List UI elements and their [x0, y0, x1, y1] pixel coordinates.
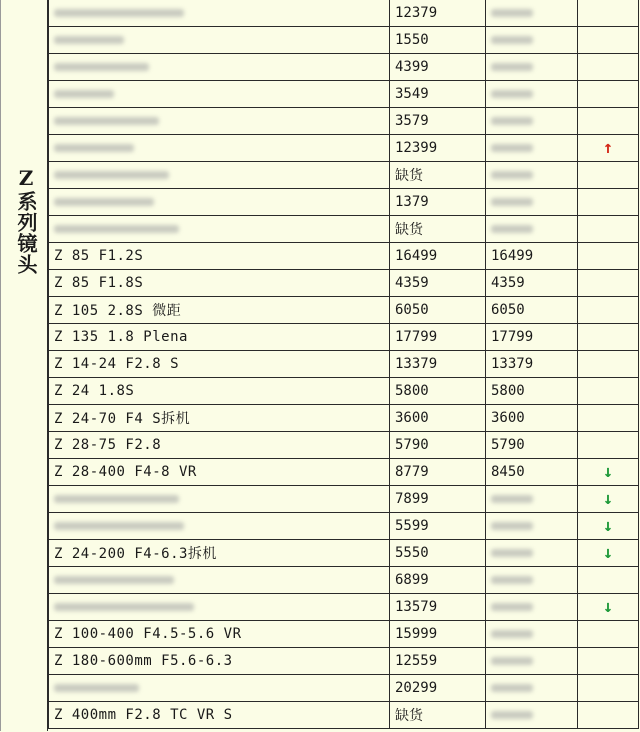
lens-model-cell [49, 135, 390, 162]
lens-model-cell [49, 459, 390, 486]
lens-model-cell [49, 621, 390, 648]
trend-cell [578, 162, 639, 189]
price-cell: 12399 [390, 135, 486, 162]
price2-cell [486, 189, 578, 216]
lens-model-cell [49, 54, 390, 81]
price-cell: 15999 [390, 621, 486, 648]
trend-cell [578, 270, 639, 297]
trend-cell [578, 81, 639, 108]
price-cell: 缺货 [390, 216, 486, 243]
redacted-text [54, 198, 154, 206]
table-row [49, 324, 639, 351]
redacted-text [491, 90, 533, 98]
price-cell: 13579 [390, 594, 486, 621]
trend-cell [578, 351, 639, 378]
category-label: Z系列镜头 [14, 166, 38, 275]
lens-model-cell [49, 432, 390, 459]
table-row [49, 513, 639, 540]
redacted-text [54, 495, 179, 503]
trend-cell [578, 405, 639, 432]
redacted-text [491, 63, 533, 71]
price2-cell: 13379 [486, 351, 578, 378]
table-row [49, 378, 639, 405]
price2-cell [486, 81, 578, 108]
price2-cell [486, 135, 578, 162]
lens-model: Z 24 1.8S [54, 383, 135, 399]
lens-model-cell [49, 540, 390, 567]
trend-cell [578, 567, 639, 594]
lens-model-cell [49, 162, 390, 189]
lens-model: Z 400mm F2.8 TC VR S [54, 707, 233, 723]
trend-cell [578, 702, 639, 729]
redacted-text [491, 117, 533, 125]
redacted-text [54, 9, 184, 17]
table-row [49, 270, 639, 297]
price2-cell [486, 567, 578, 594]
table-row [49, 432, 639, 459]
lens-model-cell [49, 648, 390, 675]
lens-model-cell [49, 702, 390, 729]
trend-cell [578, 135, 639, 162]
category-cell [0, 0, 48, 731]
redacted-text [54, 36, 124, 44]
trend-cell [578, 108, 639, 135]
redacted-text [54, 90, 114, 98]
arrow-down-icon: ↓ [602, 516, 614, 536]
arrow-down-icon: ↓ [602, 597, 614, 617]
redacted-text [54, 522, 184, 530]
price-cell: 1550 [390, 27, 486, 54]
arrow-up-icon: ↑ [602, 138, 614, 158]
redacted-text [491, 36, 533, 44]
table-row [49, 648, 639, 675]
lens-model: Z 28-400 F4-8 VR [54, 464, 197, 480]
trend-cell [578, 432, 639, 459]
price-cell: 4399 [390, 54, 486, 81]
price2-cell: 5790 [486, 432, 578, 459]
redacted-text [491, 549, 533, 557]
price2-cell [486, 594, 578, 621]
trend-cell [578, 540, 639, 567]
price-table [48, 0, 639, 729]
lens-model-cell [49, 405, 390, 432]
redacted-text [54, 63, 149, 71]
price2-cell [486, 513, 578, 540]
redacted-text [54, 603, 194, 611]
redacted-text [491, 603, 533, 611]
price2-cell: 3600 [486, 405, 578, 432]
redacted-text [491, 684, 533, 692]
arrow-down-icon: ↓ [602, 543, 614, 563]
table-row [49, 351, 639, 378]
price2-cell: 8450 [486, 459, 578, 486]
trend-cell [578, 486, 639, 513]
lens-model: Z 105 2.8S 微距 [54, 303, 182, 319]
price2-cell [486, 0, 578, 27]
price-cell: 缺货 [390, 702, 486, 729]
table-row [49, 621, 639, 648]
table-row [49, 567, 639, 594]
lens-model-cell [49, 513, 390, 540]
price-cell: 5550 [390, 540, 486, 567]
trend-cell [578, 378, 639, 405]
price2-cell: 17799 [486, 324, 578, 351]
redacted-text [491, 171, 533, 179]
price-cell: 8779 [390, 459, 486, 486]
trend-cell [578, 54, 639, 81]
price2-cell: 4359 [486, 270, 578, 297]
lens-model-cell [49, 189, 390, 216]
redacted-text [491, 198, 533, 206]
table-row [49, 27, 639, 54]
price2-cell: 6050 [486, 297, 578, 324]
lens-model-cell [49, 27, 390, 54]
table-row [49, 297, 639, 324]
trend-cell [578, 216, 639, 243]
lens-model: Z 14-24 F2.8 S [54, 356, 180, 372]
table-row [49, 675, 639, 702]
lens-model: Z 24-70 F4 S拆机 [54, 411, 191, 427]
price2-cell: 5800 [486, 378, 578, 405]
lens-model-cell [49, 351, 390, 378]
trend-cell [578, 0, 639, 27]
redacted-text [54, 225, 179, 233]
price2-cell [486, 486, 578, 513]
table-row [49, 243, 639, 270]
table-row [49, 189, 639, 216]
price-cell: 缺货 [390, 162, 486, 189]
trend-cell [578, 243, 639, 270]
lens-model-cell [49, 0, 390, 27]
price-cell: 7899 [390, 486, 486, 513]
lens-model-cell [49, 486, 390, 513]
table-row [49, 540, 639, 567]
table-row [49, 216, 639, 243]
table-row [49, 405, 639, 432]
price-cell: 17799 [390, 324, 486, 351]
arrow-down-icon: ↓ [602, 462, 614, 482]
trend-cell [578, 648, 639, 675]
price-cell: 3600 [390, 405, 486, 432]
redacted-text [54, 117, 159, 125]
lens-model: Z 85 F1.8S [54, 275, 144, 291]
price-cell: 5599 [390, 513, 486, 540]
trend-cell [578, 189, 639, 216]
lens-model-cell [49, 297, 390, 324]
price2-cell [486, 648, 578, 675]
redacted-text [54, 144, 134, 152]
trend-cell [578, 297, 639, 324]
price-cell: 12379 [390, 0, 486, 27]
redacted-text [491, 576, 533, 584]
price-cell: 12559 [390, 648, 486, 675]
redacted-text [491, 657, 533, 665]
price-cell: 5800 [390, 378, 486, 405]
arrow-down-icon: ↓ [602, 489, 614, 509]
table-row [49, 108, 639, 135]
table-row [49, 594, 639, 621]
redacted-text [491, 225, 533, 233]
table-row [49, 54, 639, 81]
table-bottom-border [48, 728, 638, 732]
lens-model: Z 24-200 F4-6.3拆机 [54, 546, 217, 562]
table-row [49, 486, 639, 513]
table-row [49, 81, 639, 108]
lens-model-cell [49, 270, 390, 297]
redacted-text [491, 495, 533, 503]
table-row [49, 702, 639, 729]
trend-cell [578, 324, 639, 351]
price2-cell [486, 54, 578, 81]
lens-model-cell [49, 216, 390, 243]
trend-cell [578, 27, 639, 54]
trend-cell [578, 621, 639, 648]
table-row [49, 459, 639, 486]
price-cell: 3549 [390, 81, 486, 108]
trend-cell [578, 459, 639, 486]
lens-model: Z 135 1.8 Plena [54, 329, 188, 345]
redacted-text [491, 711, 533, 719]
lens-model-cell [49, 594, 390, 621]
price-cell: 4359 [390, 270, 486, 297]
price2-cell [486, 162, 578, 189]
lens-model: Z 180-600mm F5.6-6.3 [54, 653, 233, 669]
lens-model-cell [49, 567, 390, 594]
price-cell: 16499 [390, 243, 486, 270]
price2-cell [486, 621, 578, 648]
table-row [49, 135, 639, 162]
redacted-text [491, 144, 533, 152]
lens-model-cell [49, 675, 390, 702]
trend-cell [578, 675, 639, 702]
trend-cell [578, 513, 639, 540]
lens-model-cell [49, 243, 390, 270]
price-cell: 13379 [390, 351, 486, 378]
redacted-text [54, 684, 139, 692]
lens-model-cell [49, 378, 390, 405]
price-table-body [49, 0, 639, 729]
redacted-text [54, 576, 174, 584]
price-cell: 20299 [390, 675, 486, 702]
lens-model-cell [49, 108, 390, 135]
trend-cell [578, 594, 639, 621]
table-row [49, 0, 639, 27]
price2-cell: 16499 [486, 243, 578, 270]
price2-cell [486, 27, 578, 54]
price-cell: 6050 [390, 297, 486, 324]
lens-model: Z 100-400 F4.5-5.6 VR [54, 626, 242, 642]
table-row [49, 162, 639, 189]
price2-cell [486, 108, 578, 135]
price2-cell [486, 216, 578, 243]
price-cell: 5790 [390, 432, 486, 459]
lens-model: Z 28-75 F2.8 [54, 437, 162, 453]
price2-cell [486, 702, 578, 729]
price-cell: 6899 [390, 567, 486, 594]
redacted-text [491, 522, 533, 530]
lens-model-cell [49, 324, 390, 351]
redacted-text [54, 171, 169, 179]
price-cell: 1379 [390, 189, 486, 216]
lens-model-cell [49, 81, 390, 108]
redacted-text [491, 630, 533, 638]
price-cell: 3579 [390, 108, 486, 135]
price2-cell [486, 540, 578, 567]
redacted-text [491, 9, 533, 17]
price2-cell [486, 675, 578, 702]
lens-model: Z 85 F1.2S [54, 248, 144, 264]
